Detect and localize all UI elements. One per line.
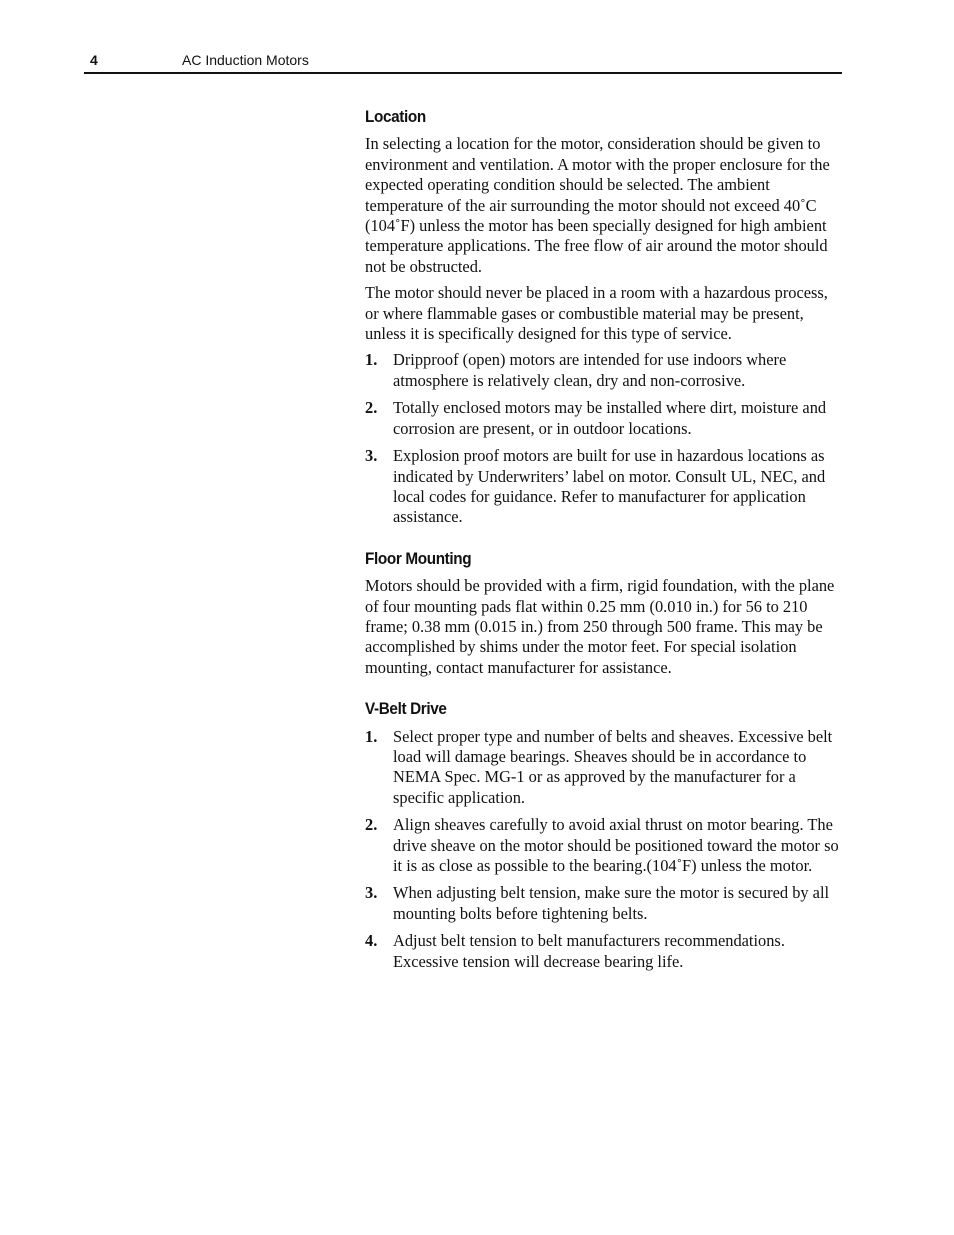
location-section (365, 107, 841, 528)
vbelt-drive-heading: V-Belt Drive (365, 699, 447, 719)
list-item-text: Align sheaves carefully to avoid axial thrust on motor bearing. The drive sheave on the motor should be positioned toward the motor so it is as close as possible to the bearing.(104˚F) unless the motor. (393, 815, 839, 875)
list-item-number: 2. (365, 815, 378, 835)
list-item-number: 3. (365, 883, 378, 903)
vbelt-drive-section (365, 699, 841, 972)
running-header (84, 50, 842, 74)
list-item (365, 931, 841, 972)
list-item-text: Adjust belt tension to belt manufacturers recommendations. Excessive tension will decrease bearing life. (393, 931, 785, 971)
vbelt-drive-list (365, 727, 841, 972)
list-item-text: Explosion proof motors are built for use in hazardous locations as indicated by Underwriters’ label on motor. Consult UL, NEC, and local codes for guidance. Refer to manufacturer for application assistance. (393, 446, 826, 527)
list-item-number: 3. (365, 446, 378, 466)
list-item (365, 883, 841, 924)
list-item-text: Totally enclosed motors may be installed where dirt, moisture and corrosion are present, or in outdoor locations. (393, 398, 827, 438)
list-item-text: When adjusting belt tension, make sure the motor is secured by all mounting bolts before tightening belts. (393, 883, 830, 923)
list-item (365, 815, 841, 876)
floor-mounting-paragraph: Motors should be provided with a firm, rigid foundation, with the plane of four mounting pads flat within 0.25 mm (0.010 in.) for 56 to 210 frame; 0.38 mm (0.015 in.) from 250 through 500 frame. This may be accomplished by shims under the motor feet. For special isolation mounting, contact manufacturer for assistance. (365, 576, 835, 677)
location-heading: Location (365, 107, 426, 126)
list-item-number: 4. (365, 931, 378, 951)
list-item (365, 727, 841, 809)
list-item-number: 2. (365, 398, 378, 418)
page-content (365, 107, 841, 979)
list-item (365, 446, 841, 528)
list-item (365, 350, 841, 391)
header-title: AC Induction Motors (182, 52, 309, 68)
location-paragraph-1: In selecting a location for the motor, consideration should be given to environment and ventilation. A motor with the proper enclosure for the expected operating condition should be selected. The ambient temperature of the air surrounding the motor should not exceed 40˚C (104˚F) unless the motor has been specially designed for high ambient temperature applications. The free flow of air around the motor should not be obstructed. (365, 134, 830, 276)
location-list (365, 350, 841, 527)
floor-mounting-section (365, 549, 841, 678)
list-item-text: Select proper type and number of belts and sheaves. Excessive belt load will damage bearings. Sheaves should be in accordance to NEMA Spec. MG-1 or as approved by the manufacturer for a specific application. (393, 726, 833, 807)
floor-mounting-heading: Floor Mounting (365, 548, 472, 568)
page-number: 4 (90, 52, 98, 68)
list-item-number: 1. (365, 726, 378, 746)
location-paragraph-2: The motor should never be placed in a room with a hazardous process, or where flammable gases or combustible material may be present, unless it is specifically designed for this type of service. (365, 283, 828, 344)
list-item-number: 1. (365, 350, 378, 370)
list-item (365, 398, 841, 439)
list-item-text: Dripproof (open) motors are intended for use indoors where atmosphere is relatively clean, dry and non-corrosive. (393, 350, 787, 390)
